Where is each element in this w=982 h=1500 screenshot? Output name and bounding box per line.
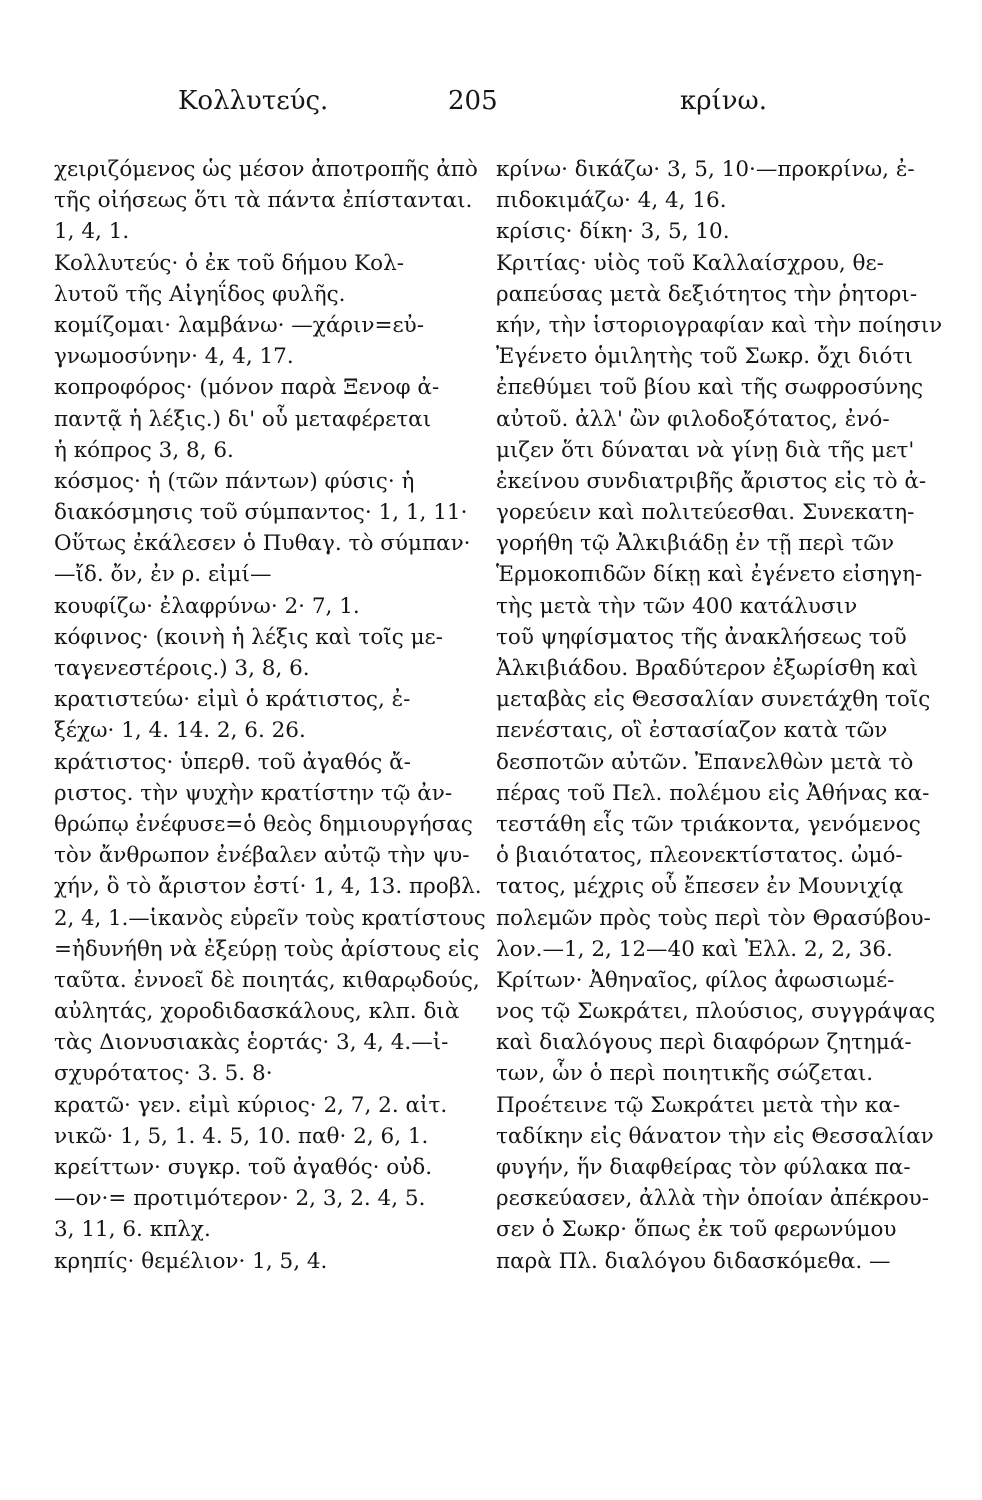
- text-line: χειριζόμενος ὡς μέσον ἀποτροπῆς ἀπὸ: [54, 157, 478, 182]
- text-line: =ἠδυνήθη νὰ ἐξεύρῃ τοὺς ἀρίστους εἰς: [54, 936, 480, 962]
- text-line: κόφινος· (κοινὴ ἡ λέξις καὶ τοῖς με-: [54, 624, 443, 650]
- text-line: κομίζομαι· λαμβάνω· —χάριν=εὐ-: [54, 312, 424, 338]
- text-line: λυτοῦ τῆς Αἰγηΐδος φυλῆς.: [54, 281, 346, 307]
- text-line: 1, 4, 1.: [54, 219, 130, 245]
- text-line: ὁ βιαιότατος, πλεονεκτίστατος. ὠμό-: [496, 843, 903, 869]
- text-line: σεν ὁ Σωκρ· ὅπως ἐκ τοῦ φερωνύμου: [496, 1217, 897, 1243]
- text-line: των, ὧν ὁ περὶ ποιητικῆς σώζεται.: [496, 1061, 874, 1087]
- text-line: ριστος. τὴν ψυχὴν κρατίστην τῷ ἀν-: [54, 780, 453, 806]
- text-line: κρίσις· δίκη· 3, 5, 10.: [496, 219, 730, 245]
- text-line: πέρας τοῦ Πελ. πολέμου εἰς Ἀθήνας κα-: [496, 780, 930, 806]
- text-line: παρὰ Πλ. διαλόγου διδασκόμεθα. —: [496, 1248, 891, 1274]
- header-right-headword: κρίνω.: [680, 86, 768, 116]
- text-line: ταδίκην εἰς θάνατον τὴν εἰς Θεσσαλίαν: [496, 1123, 934, 1149]
- text-line: κοπροφόρος· (μόνον παρὰ Ξενοφ ἀ-: [54, 375, 440, 401]
- text-line: παντᾷ ἡ λέξις.) δι' οὗ μεταφέρεται: [54, 406, 432, 432]
- text-line: 3, 11, 6. κπλχ.: [54, 1217, 211, 1243]
- text-line: μεταβὰς εἰς Θεσσαλίαν συνετάχθη τοῖς: [496, 687, 931, 713]
- text-line: τὰς Διονυσιακὰς ἑορτάς· 3, 4, 4.—ἰ-: [54, 1030, 449, 1056]
- text-line: ρεσκεύασεν, ἀλλὰ τὴν ὁποίαν ἀπέκρου-: [496, 1186, 929, 1212]
- text-line: ξέχω· 1, 4. 14. 2, 6. 26.: [54, 718, 306, 744]
- text-line: τοῦ ψηφίσματος τῆς ἀνακλήσεως τοῦ: [496, 624, 907, 650]
- text-line: θρώπῳ ἐνέφυσε=ὁ θεὸς δημιουργήσας: [54, 811, 473, 837]
- text-line: φυγήν, ἥν διαφθείρας τὸν φύλακα πα-: [496, 1155, 911, 1180]
- text-line: μιζεν ὅτι δύναται νὰ γίνῃ διὰ τῆς μετ': [496, 437, 915, 463]
- text-line: διακόσμησις τοῦ σύμπαντος· 1, 1, 11·: [54, 500, 468, 526]
- left-column: [54, 154, 486, 1277]
- right-column: [496, 154, 942, 1277]
- text-line: αὐλητάς, χοροδιδασκάλους, κλπ. διὰ: [54, 999, 460, 1025]
- text-line: καὶ διαλόγους περὶ διαφόρων ζητημά-: [496, 1030, 912, 1056]
- text-line: Κολλυτεύς· ὁ ἐκ τοῦ δήμου Κολ-: [54, 250, 405, 276]
- header-left-headword: Κολλυτεύς.: [178, 86, 329, 116]
- text-line: ταῦτα. ἐννοεῖ δὲ ποιητάς, κιθαρῳδούς,: [54, 967, 480, 993]
- text-line: κρατιστεύω· εἰμὶ ὁ κράτιστος, ἐ-: [54, 687, 411, 713]
- page-number: 205: [448, 86, 498, 116]
- text-line: αὐτοῦ. ἀλλ' ὢν φιλοδοξότατος, ἐνό-: [496, 406, 890, 432]
- text-line: κόσμος· ἡ (τῶν πάντων) φύσις· ἡ: [54, 468, 415, 494]
- text-line: κρηπίς· θεμέλιον· 1, 5, 4.: [54, 1248, 328, 1274]
- text-line: πιδοκιμάζω· 4, 4, 16.: [496, 188, 727, 214]
- text-line: Κρίτων· Ἀθηναῖος, φίλος ἀφωσιωμέ-: [496, 967, 895, 993]
- text-line: Προέτεινε τῷ Σωκράτει μετὰ τὴν κα-: [496, 1092, 901, 1118]
- text-line: σχυρότατος· 3. 5. 8·: [54, 1061, 273, 1087]
- text-line: τατος, μέχρις οὗ ἔπεσεν ἐν Μουνιχίᾳ: [496, 874, 904, 900]
- text-line: ραπεύσας μετὰ δεξιότητος τὴν ῥητορι-: [496, 281, 918, 307]
- text-line: κρατῶ· γεν. εἰμὶ κύριος· 2, 7, 2. αἰτ.: [54, 1092, 448, 1118]
- text-line: τὴς μετὰ τὴν τῶν 400 κατάλυσιν: [496, 593, 858, 619]
- text-line: γορεύειν καὶ πολιτεύεσθαι. Συνεκατη-: [496, 500, 915, 526]
- text-line: χήν, ὃ τὸ ἄριστον ἐστί· 1, 4, 13. προβλ.: [54, 874, 482, 900]
- text-line: Οὕτως ἐκάλεσεν ὁ Πυθαγ. τὸ σύμπαν·: [54, 531, 471, 557]
- text-line: κρίνω· δικάζω· 3, 5, 10·—προκρίνω, ἐ-: [496, 157, 915, 182]
- text-line: Ἐγένετο ὁμιλητὴς τοῦ Σωκρ. ὄχι διότι: [496, 344, 913, 370]
- text-line: νος τῷ Σωκράτει, πλούσιος, συγγράψας: [496, 999, 936, 1025]
- text-line: τῆς οἰήσεως ὅτι τὰ πάντα ἐπίστανται.: [54, 188, 473, 214]
- text-line: τεστάθη εἷς τῶν τριάκοντα, γενόμενος: [496, 811, 921, 837]
- text-line: ἐπεθύμει τοῦ βίου καὶ τῆς σωφροσύνης: [496, 375, 924, 401]
- text-line: 2, 4, 1.—ἱκανὸς εὑρεῖν τοὺς κρατίστους: [54, 905, 486, 931]
- text-line: τὸν ἄνθρωπον ἐνέβαλεν αὐτῷ τὴν ψυ-: [54, 843, 470, 869]
- text-line: —ον·= προτιμότερον· 2, 3, 2. 4, 5.: [54, 1186, 426, 1212]
- text-line: πολεμῶν πρὸς τοὺς περὶ τὸν Θρασύβου-: [496, 905, 931, 931]
- text-line: κράτιστος· ὑπερθ. τοῦ ἀγαθός ἄ-: [54, 749, 411, 775]
- text-line: Ἀλκιβιάδου. Βραδύτερον ἐξωρίσθη καὶ: [496, 656, 919, 681]
- text-line: —ἴδ. ὄν, ἐν ρ. εἰμί—: [54, 562, 272, 588]
- text-line: κουφίζω· ἐλαφρύνω· 2· 7, 1.: [54, 593, 360, 619]
- text-line: πενέσταις, οἳ ἐστασίαζον κατὰ τῶν: [496, 718, 888, 744]
- running-header: [0, 86, 982, 126]
- text-line: γορήθη τῷ Ἀλκιβιάδῃ ἐν τῇ περὶ τῶν: [496, 531, 895, 557]
- text-line: γνωμοσύνην· 4, 4, 17.: [54, 344, 294, 370]
- text-line: ταγενεστέροις.) 3, 8, 6.: [54, 656, 310, 681]
- text-line: κρείττων· συγκρ. τοῦ ἀγαθός· οὐδ.: [54, 1155, 433, 1180]
- text-line: ἡ κόπρος 3, 8, 6.: [54, 437, 234, 463]
- text-line: δεσποτῶν αὐτῶν. Ἐπανελθὼν μετὰ τὸ: [496, 749, 914, 775]
- text-line: Κριτίας· υἱὸς τοῦ Καλλαίσχρου, θε-: [496, 250, 884, 276]
- text-line: ἐκείνου συνδιατριβῆς ἄριστος εἰς τὸ ἀ-: [496, 468, 927, 494]
- text-line: Ἑρμοκοπιδῶν δίκῃ καὶ ἐγένετο εἰσηγη-: [496, 562, 923, 588]
- text-line: κήν, τὴν ἱστοριογραφίαν καὶ τὴν ποίησιν: [496, 312, 943, 338]
- text-line: λον.—1, 2, 12—40 καὶ Ἑλλ. 2, 2, 36.: [496, 936, 893, 962]
- text-line: νικῶ· 1, 5, 1. 4. 5, 10. παθ· 2, 6, 1.: [54, 1123, 429, 1149]
